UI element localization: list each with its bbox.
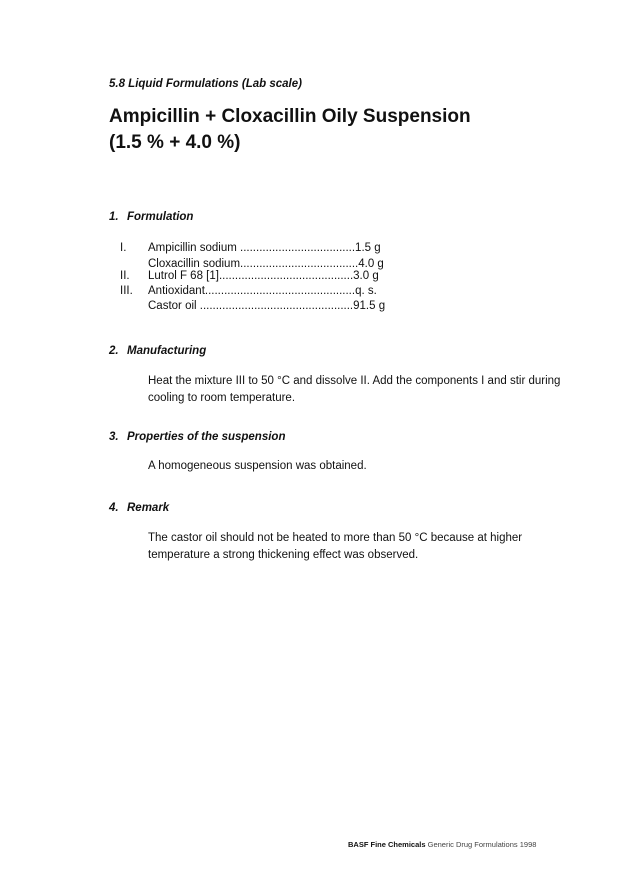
roman-numeral: III. [120, 285, 133, 297]
heading-properties [109, 431, 285, 443]
heading-number: 3. [109, 431, 119, 443]
properties-text: A homogeneous suspension was obtained. [148, 460, 367, 472]
title-line-2: (1.5 % + 4.0 %) [109, 132, 241, 153]
formulation-row [120, 268, 379, 284]
heading-text: Manufacturing [127, 345, 207, 357]
heading-remark [109, 502, 169, 514]
formulation-row [120, 298, 385, 314]
heading-text: Remark [127, 502, 170, 514]
ingredient: Cloxacillin sodium.....................................4.0 g [148, 258, 384, 270]
section-label: 5.8 Liquid Formulations (Lab scale) [109, 78, 302, 90]
ingredient: Ampicillin sodium ....................................1.5 g [148, 242, 381, 254]
heading-text: Properties of the suspension [127, 431, 286, 443]
page-footer [348, 840, 536, 849]
remark-text: The castor oil should not be heated to more than 50 °C because at higher temperature a strong thickening effect was observed. [148, 532, 523, 561]
manufacturing-text: Heat the mixture III to 50 °C and dissolve II. Add the components I and stir during cooling to room temperature. [148, 375, 561, 404]
title-line-1: Ampicillin + Cloxacillin Oily Suspension [109, 106, 471, 127]
document-title [109, 104, 579, 156]
heading-text: Formulation [127, 211, 194, 223]
roman-numeral: I. [120, 242, 127, 254]
footer-brand: BASF Fine Chemicals [348, 840, 426, 849]
formulation-row [120, 283, 377, 299]
heading-number: 1. [109, 211, 119, 223]
formulation-row [120, 240, 381, 256]
heading-manufacturing [109, 345, 206, 357]
footer-publication: Generic Drug Formulations 1998 [425, 840, 537, 849]
heading-number: 4. [109, 502, 119, 514]
ingredient: Castor oil ................................................91.5 g [148, 300, 386, 312]
roman-numeral: II. [120, 270, 130, 282]
heading-number: 2. [109, 345, 119, 357]
heading-formulation [109, 211, 193, 223]
ingredient: Antioxidant...............................................q. s. [148, 285, 377, 297]
ingredient: Lutrol F 68 [1]..........................................3.0 g [148, 270, 379, 282]
